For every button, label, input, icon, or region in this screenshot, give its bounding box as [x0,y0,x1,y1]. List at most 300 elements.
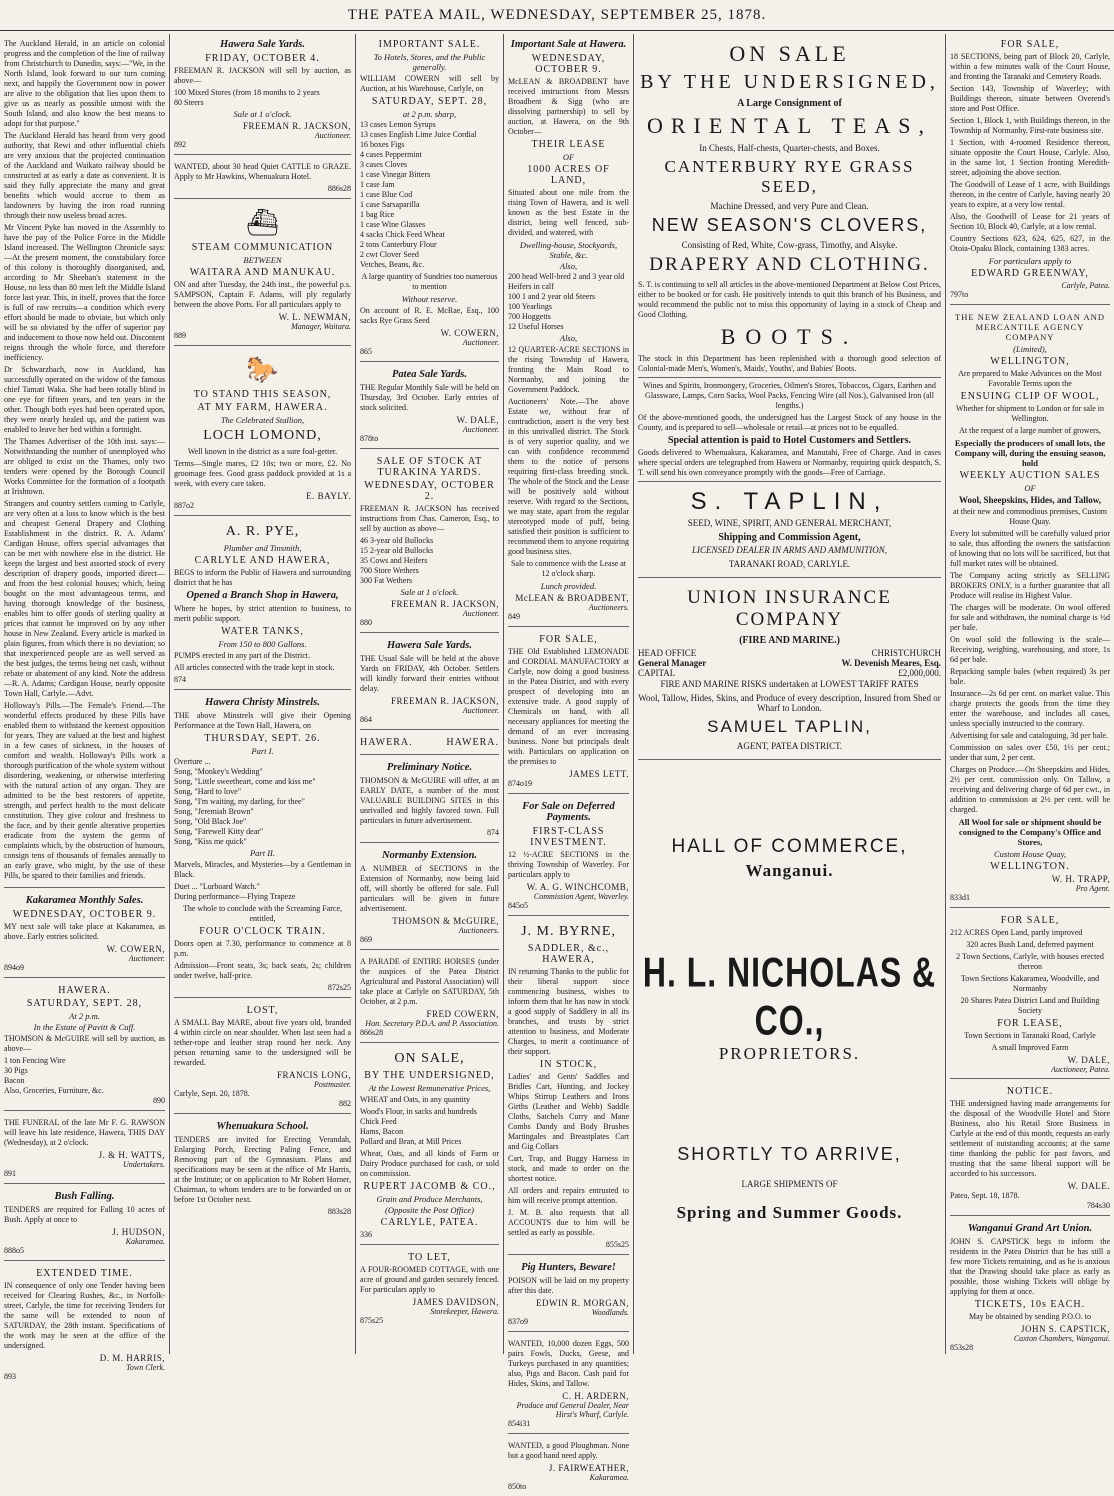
ad-trade: SADDLER, &c., HAWERA, [527,943,610,965]
ad-signature-role: Auctioneer. [462,338,499,347]
ad-to-let [360,1247,499,1330]
ad-p2: Section 143, Township of Waverley; with Buildings thereon, situate between Overend's store and Post Office. [950,84,1110,113]
ad-hawera-auction [4,980,165,1111]
ad-body: TENDERS are invited for Erecting Verandah, Enlarging Porch, Erecting Paling Fence, and Removing part of the Gymnasium. Plans and specifications may be seen at the office of Mr Harris, at the Institute; or on application to Mr Robert Horner, Chairman, to whom tenders are to be forwarded on or before 1st October next. [174,1135,351,1204]
list-item: 13 cases Lemon Syrups [360,120,436,129]
news-paragraph: Holloway's Pills.—The Female's Friend.—The wonderful effects produced by these Pills have enabled them to withstand the keenest opposition for years. They are valued at the best and highest in a few cases of sickness, in the houses of comfort and wealth. Holloway's Pills work a thorough purification of the whole system without disordering, weakening, or otherwise interfering with the natural action of any organ. They are admitted to be the best restorers of appetite, strength, and perfect health to the most delicate constitution. They give colour and freshness to the face, and by their gentle alterative properties eradicate from the system the germs of complaints which, by the obstruction of humours, consign tens of thousands of females annually to an early grave, who might, by the use of these Pills, be spared to their families and friends. [4,701,165,880]
ad-title: Kakaramea Monthly Sales. [25,895,144,906]
ad-date: SATURDAY, SEPT. 28, [26,998,143,1009]
ad-body: JOHN S. CAPSTICK begs to inform the residents in the Patea District that he has still a few more Tickets remaining, and as he is anxious that the Drawing should take place as early as possible, those wishing Tickets will oblige by applying for them at once. [950,1237,1110,1296]
program-item: Song, "Jeremiah Brown" [174,807,254,816]
ad-signature-role: Auctioneers. [588,603,629,612]
ad-b3: 2 Town Sections, Carlyle, with houses erected thereon [956,952,1104,971]
ad-ref: 849 [508,612,520,621]
union-wool: Wool, Tallow, Hides, Skins, and Produce of every description, Insured from Shed or Wharf to London. [638,693,941,713]
ad-wellington: WELLINGTON. [990,861,1070,872]
ad-delivered: Goods delivered to Whenuakura, Kakaramea, and Manutahi, Free of Charge. And in cases where special orders are telegraphed from Hawera or Normanby, requiring quick despatch, S. T. will send his own conveyance promptly with the goods—Free of Carriage. [638,448,941,477]
list-item: 300 Fat Wethers [360,576,413,585]
ad-body: THE Usual Sale will be held at the above Yards on FRIDAY, 4th October. Settlers will kindly forward their entries without delay. [360,654,499,693]
news-paragraph: Mr Vincent Pyke has moved in the Assembly to have the pay of the Police Force in the Middle Island increased. The Wellington Chronicle says:—At the present moment, the constabulary force of this colony is thoroughly disorganised, and, according to Mr Sheehan's statement in the House, no less than 80 men left the Middle Island force last year. This, in itself, proves that the force is full of raw recruits—a condition which every effort should be made to obviate, but which only will be so obviated by the offer of superior pay and inducement to those now held out. Discontent reigns through the whole force, and therefore inefficiency. [4,223,165,362]
ad-premises: at their new and commodious premises, Custom House Quay. [953,507,1107,526]
capital-value: £2,000,000. [898,668,941,678]
list-item: 700 Hoggetts [508,312,551,321]
ad-title: Hawera Sale Yards. [387,640,472,651]
ad-signature: J. HUDSON, [112,1227,165,1237]
ad-signature: W. DALE, [456,415,499,425]
ad-p3: Section 1, Block 1, with Buildings thereon, in the Township of Normanby. First-rate business site. [950,116,1110,135]
ad-signature-role: Pro Agent. [1075,884,1110,893]
ad-byrne-saddler [508,918,629,1255]
news-paragraph: Strangers and country settlers coming to Carlyle, are very often at a loss to know which is the best and cheapest General Drapery and Clothing Establishment in the district. R. A. Adams' Cardigan House, offers special advantages that can be met with nowhere else in the district. He keeps the largest and best assorted stock of every description of drapery goods, imported direct—and from the best colonial houses; which, being bought on the most advantageous terms, and having thorough knowledge of the business, enables him to offer goods of sterling quality at prices that cannot be improved on by any other house in New Zealand. Every article is marked in plain figures, from which there is no deviation; so that inexperienced people are as well served as the best judges, the terms being net cash, without rebate or abatement of any kind. Note the address—R. A. Adams; Cardigan House, nearly opposite Town Hall, Carlyle.—Advt. [4,499,165,698]
ad-title: IMPORTANT SALE. [378,39,481,50]
ad-terms: Terms—Single mares, £2 10s; two or more, £2. No groomage fees. Good grass paddock provided at 1s a week, with every care taken. [174,459,351,488]
ad-body: IN consequence of only one Tender having been received for Clearing Rushes, &c., in Norfolk-street, Carlyle, the time for receiving Tenders for the same will be extended to noon of SATURDAY, the 28th instant. Specifications of the work may be seen at the office of the undersigned. [4,1281,165,1350]
ad-signature-role: Undertakers. [123,1160,165,1169]
ad-title: TO LET, [408,1252,451,1263]
ad-time: Sale at 1 o'clock. [400,587,459,597]
ad-ref: 869 [360,935,372,944]
ad-signature: FRANCIS LONG, [276,1070,351,1080]
ad-signature: W. H. TRAPP, [1051,874,1110,884]
ad-turakina-stock [360,451,499,633]
ad-place: CARLYLE, PATEA. [380,1217,479,1228]
ad-ref: 784s30 [1086,1201,1110,1210]
ad-signature: EDWIN R. MORGAN, [536,1298,629,1308]
ad-duet: Duet ... "Lurboard Watch." [174,882,260,891]
ad-ref: 855s25 [605,1240,629,1249]
ad-acres: 1000 ACRES OF LAND, [527,164,610,186]
ad-ref: 833d1 [950,893,970,902]
ad-body: Are prepared to Make Advances on the Most Favorable Terms upon the [958,369,1102,388]
ad-time: Sale at 1 o'clock. [233,109,292,119]
ad-signature: W. COWERN, [440,328,499,338]
list-item: 100 1 and 2 year old Steers [508,292,596,301]
ad-clip: ENSUING CLIP OF WOOL, [960,391,1100,402]
ad-body: POISON will be laid on my property after this date. [508,1276,629,1295]
ad-body: A NUMBER of SECTIONS in the Extension of Normanby, now being laid off, will shortly be offered for sale. Full particulars will be given in future advertisement. [360,864,499,913]
news-paragraph: The Auckland Herald has heard from very good authority, that Rewi and other influential chiefs are very anxious that the projected continuation of the Auckland and Waikato railway should be constructed at as early a date as convenient. It is said they fully appreciate the many and great benefits which would accrue to them as landowners by having the iron road running through their now useless broad acres. [4,131,165,220]
ad-repacking: Repacking sample bales (when required) 3s per bale. [950,667,1110,686]
ad-hawera-header [360,732,499,755]
program-item: Song, "Hard to love" [174,787,241,796]
ad-ref: 797to [950,290,969,299]
ad-ref: 865 [360,347,372,356]
part-heading: Part I. [251,746,274,756]
column-1 [0,34,170,1381]
ad-especially: Especially the producers of small lots, the Company will, during the ensuing season, hold [954,438,1106,468]
ad-ref: 883s28 [327,1207,351,1216]
union-capital-row [638,668,941,678]
ad-body: MY next sale will take place at Kakaramea, as above. Early entries solicited. [4,922,165,941]
ad-time: At 2 p.m. [69,1011,100,1021]
ad-title: SALE OF STOCK AT TURAKINA YARDS. [376,456,483,478]
lease-title: FOR LEASE, [997,1018,1063,1029]
ad-consign: A Large Consignment of [737,98,842,109]
ad-teas-note: In Chests, Half-chests, Quarter-chests, and Boxes. [699,143,880,153]
ad-body: THE above Minstrels will give their Opening Performance at the Town Hall, Hawera, on [174,711,351,730]
union-sub: (FIRE AND MARINE.) [739,635,840,646]
ad-known: Well known in the district as a sure foal-getter. [187,447,338,456]
ad-first: FIRST-CLASS INVESTMENT. [530,826,607,848]
program-item: Song, "I'm waiting, my darling, for thee" [174,797,305,806]
ad-body: A PARADE of ENTIRE HORSES (under the auspices of the Patea District Agricultural and Pastoral Association) will take place at Carlyle on SATURDAY, 5th October, at 2 p.m. [360,957,499,1006]
ad-hawera-sale-yards-2 [360,635,499,730]
list-item: 80 Steers [174,98,204,107]
ad-signature: W. DALE, [1067,1055,1110,1065]
ad-signature-role: Postmaster. [313,1080,351,1089]
ad-on-sale-jacomb [360,1045,499,1245]
news-items [4,34,165,888]
list-item: 13 cases English Lime Juice Cordial [360,130,477,139]
ad-conclude: The whole to conclude with the Screaming Farce, entitled, [182,904,343,923]
ad-signature-role: Grain and Produce Merchants, [376,1194,483,1204]
ad-place: Carlyle, Sept. 20, 1878. [174,1089,250,1098]
ad-preliminary-notice [360,757,499,843]
list-item: 4 cases Peppermint [360,150,422,159]
ad-signature: C. H. ARDERN, [562,1391,629,1401]
list-item: 2 cwt Clover Seed [360,250,419,259]
ad-ref: 888o5 [4,1246,24,1255]
ad-body: A FOUR-ROOMED COTTAGE, with one acre of ground and garden securely fenced. For particulars apply to [360,1265,499,1294]
union-title: UNION INSURANCE COMPANY [687,587,892,630]
ad-signature-role: Auctioneer. [314,131,351,140]
ad-boots-body: The stock in this Department has been replenished with a thorough good selection of Colonial-made Men's, Women's, Maids', Youths', and Babies' Boots. [638,354,941,373]
capital-label: CAPITAL [638,668,676,678]
ad-title: J. M. BYRNE, [521,924,616,939]
head-label: HEAD OFFICE [638,648,697,658]
ad-date: WEDNESDAY, OCTOBER 9. [12,909,157,920]
ad-body: WANTED, a good Ploughman. None but a good hand need apply. [508,1441,629,1460]
ad-ref: 889 [174,331,186,340]
union-risks: FIRE AND MARINE RISKS undertaken at LOWEST TARIFF RATES [660,679,919,689]
list-item: 1 case Vinegar Bitters [360,170,431,179]
column-3 [356,34,504,1354]
lease-body: Town Sections in Taranaki Road, Carlyle [964,1031,1096,1040]
ad-of: OF [1024,483,1036,493]
ad-ref: 893 [4,1372,16,1381]
ad-title: For Sale on Deferred Payments. [522,801,615,823]
ad-marvels: Marvels, Miracles, and Mysteries—by a Gentleman in Black. [174,860,351,879]
ad-pumps: PUMPS erected in any part of the District. [174,651,310,660]
ad-sub: To Hotels, Stores, and the Public generally. [373,52,486,72]
ad-art-union [950,1218,1110,1357]
list-item: 15 2-year old Bullocks [360,546,434,555]
ad-date: SATURDAY, SEPT. 28, [371,96,488,107]
ad-opened: Opened a Branch Shop in Hawera, [186,590,339,601]
ad-signature-role: Produce and General Dealer, Near Hirst's Wharf, Carlyle. [516,1401,629,1419]
ad-teas: ORIENTAL TEAS, [646,113,932,138]
taplin-name: S. TAPLIN, [690,488,889,515]
ad-prices: At the Lowest Remunerative Prices, [368,1083,491,1093]
ad-repair: Cart, Trap, and Buggy Harness in stock, and made to order on the shortest notice. [508,1154,629,1183]
ad-ref: 878to [360,434,379,443]
ad-accounts: J. M. B. also requests that all ACCOUNTS due to him will be settled as early as possible. [508,1208,629,1237]
ad-wool: Wool, Sheepskins, Hides, and Tallow, [958,495,1102,505]
list-item: 4 sacks Chick Feed Wheat [360,230,445,239]
ad-sections: 12 QUARTER-ACRE SECTIONS in the rising Township of Hawera, fronting the Main Road to Normanby, and joining the Government Paddock. [508,345,629,394]
ad-signature: W. COWERN, [106,944,165,954]
ad-pye-plumber [174,518,351,690]
head-value: CHRISTCHURCH [871,648,941,658]
ad-title: ON SALE [729,41,850,66]
ad-limited: (Limited), [1013,344,1047,354]
list-item: Chick Feed [360,1117,397,1126]
ad-title: Wanganui Grand Art Union. [967,1223,1093,1234]
ad-produce: Charges on Produce.—On Sheepskins and Hides, 2½ per cent. commission only. On Tallow, a receiving and delivering charge of 6d per cwt., in addition to commission at 2½ per cent. will be charged. [950,765,1110,814]
ad-body: BEGS to inform the Public of Hawera and surrounding district that he has [174,568,351,587]
ad-body: THE Regular Monthly Sale will be held on Thursday, 3rd October. Early entries of stock solicited. [360,383,499,412]
ad-dwelling: Dwelling-house, Stockyards, Stable, &c. [519,240,618,260]
ad-signature-role: Auctioneer, Patea. [1051,1065,1110,1074]
ad-dale-for-sale [950,910,1110,1079]
list-item: Vetches, Beans, &c. [360,260,425,269]
list-item: 2 tons Canterbury Flour [360,240,437,249]
ad-signature-role: Caxton Chambers, Wanganui. [1013,1334,1110,1343]
ad-title: FOR SALE, [1000,915,1060,926]
ad-ref: 880 [360,618,372,627]
ad-farce: FOUR O'CLOCK TRAIN. [199,926,326,937]
ad-dale-notice [950,1081,1110,1216]
ad-signature: FREEMAN R. JACKSON, [242,121,351,131]
ad-signature-role: Storekeeper, Hawera. [430,1307,499,1316]
ad-wanted-ploughman [508,1436,629,1496]
ad-special: Special attention is paid to Hotel Customers and Settlers. [667,435,912,446]
ad-insurance: Insurance—2s 6d per cent. on market value. This charge protects the goods from the time they enter the warehouse, and includes all cases, unless specially instructed to the contrary. [950,689,1110,728]
ad-signature-role: Manager, Waitara. [291,322,351,331]
ad-body: ON and after Tuesday, the 24th inst., the powerful p.s. SAMPSON, Captain F. Adams, will ply regularly between the above Ports. For all particulars apply to [174,280,351,309]
ad-produce: Wheat, Oats, and all kinds of Farm or Dairy Produce purchased for cash, or sold on commission. [360,1149,499,1178]
ad-bush-falling [4,1186,165,1261]
program-item: Overture ... [174,757,211,766]
ad-hall-of-commerce [638,762,941,1230]
ad-p7: Country Sections 623, 624, 625, 627, in the Otoia-Opaku Block, containing 1383 acres. [950,234,1110,253]
ad-place: WELLINGTON, [990,356,1070,367]
ad-commence: Sale to commence with the Lease at 12 o'clock sharp. [510,559,627,578]
ad-of: OF [562,152,575,162]
ad-commission: Commission on sales over £50, 1½ per cent.; under that sum, 2 per cent. [950,743,1110,762]
hawera-right: HAWERA. [446,737,499,748]
gm-value: W. Devenish Meares, Esq. [841,658,941,668]
ad-farm: AT MY FARM, HAWERA. [197,402,328,413]
ad-body: WANTED, about 30 head Quiet CATTLE to GRAZE. Apply to Mr Hawkins, Whenuakura Hotel. [174,162,351,181]
ad-signature-role: Auctioneer. [462,609,499,618]
ad-signature-role: Town Clerk. [126,1363,165,1372]
ad-stock: Of the above-mentioned goods, the undersigned has the Largest Stock of any house in the County, and is prepared to sell—wholesale or retail—at prices not to be equalled. [638,413,941,432]
ad-signature: RUPERT JACOMB & CO., [363,1181,496,1192]
news-paragraph: The Auckland Herald, in an article on colonial progress and the completion of the line of railway from Christchurch to Dunedin, says:—"We, in the North Island, look forward to our turn coming next, and happily the Government now in power are alive to the obligation that lies upon them to give us as nearly as possible utmost with the South Island, and also know the best means to adopt for that purpose." [4,39,165,128]
divider [638,481,941,482]
ad-body: WHEAT and Oats, in any quantity [360,1095,471,1104]
list-item: Also, Groceries, Furniture, &c. [4,1086,104,1095]
list-item: 3 cases Cloves [360,160,408,169]
ad-title: Normanby Extension. [381,850,478,861]
ad-body: WILLIAM COWERN will sell by Auction, at his Warehouse, Carlyle, on [360,74,499,93]
ad-wines: Wines and Spirits, Ironmongery, Groceries, Oilmen's Stores, Tobaccos, Cigars, Earthen and Glassware, Lamps, Corn Sacks, Wool Packs, Fencing Wire (all Nos.), Galvanised Iron (all lengths.) [643,381,936,410]
ad-body: THOMSON & McGUIRE will offer, at an EARLY DATE, a number of the most VALUABLE BUILDING SITES in this unrivalled and highly favored town. Full particulars in future advertisement. [360,776,499,825]
ad-signature: E. BAYLY. [306,491,351,501]
ad-ref: 866s28 [360,1028,384,1037]
ad-ref: 336 [360,1230,372,1239]
ad-body: WANTED, 10,000 dozen Eggs, 500 pairs Fowls, Ducks, Geese, and Turkeys purchased in any quantities; also, Pigs and Bacon. Cash paid for Hides, Skins, and Tallow. [508,1339,629,1388]
ad-title: THE NEW ZEALAND LOAN AND MERCANTILE AGENCY COMPANY [955,312,1105,342]
ad-admission: Admission—Front seats, 3s; back seats, 2s; children under twelve, half-price. [174,961,351,980]
lease-b2: A small Improved Farm [991,1043,1069,1052]
ad-title: LOST, [246,1005,279,1016]
taplin-shipping: Shipping and Commission Agent, [718,532,861,543]
ad-p6: Also, the Goodwill of Lease for 21 years of Section 10, Block 40, Carlyle, at a low rental. [950,212,1110,231]
hall-place: Wanganui. [745,861,834,880]
ad-signature-role: Kakaramea. [589,1473,629,1482]
ad-b2: 320 acres Bush Land, deferred payment [966,940,1094,949]
ad-title: STEAM COMMUNICATION [191,242,334,253]
list-item: 35 Cows and Heifers [360,556,428,565]
ad-christy-minstrels [174,692,351,998]
ad-where: Where he hopes, by strict attention to business, to merit public support. [174,604,351,623]
ad-extended-time [4,1263,165,1386]
ad-signature: JAMES LETT. [569,769,629,779]
ad-horse-parade [360,952,499,1043]
ad-p4: 1 Section, with 4-roomed Residence thereon, situate opposite the Court House, Carlyle. Also, in the same lot, 1 Section fronting Meredith-street, adjoining the above section. [950,138,1110,177]
ad-doors: Doors open at 7.30, performance to commence at 8 p.m. [174,939,351,958]
column-4 [504,34,634,1491]
ad-ref: 854i31 [508,1419,531,1428]
ad-every: Every lot submitted will be carefully valued prior to sale, thus affording the owners the satisfaction of knowing that no lots will be sacrificed, but that full market rates will be obtained. [950,529,1110,568]
ad-clovers: NEW SEASON'S CLOVERS, [651,215,928,235]
ad-tanks-range: From 150 to 800 Gallons. [218,639,307,649]
ad-time: at 2 p.m. sharp, [402,109,457,119]
program-item: Song, "Little sweetheart, come and kiss me" [174,777,316,786]
ad-lemonade-for-sale [508,629,629,794]
ad-lost-mare [174,1000,351,1114]
ad-signature-role: Carlyle, Patea. [1061,281,1110,290]
ad-greenway-for-sale [950,34,1110,305]
ad-title: Hawera Christy Minstrels. [205,697,320,708]
ad-patea-sale-yards [360,364,499,449]
ad-place: CARLYLE AND HAWERA, [194,555,331,566]
ad-ref: 850to [508,1482,527,1491]
column-2 [170,34,356,1354]
ad-title: NOTICE. [1006,1086,1054,1097]
ad-signature: McLEAN & BROADBENT, [515,593,629,603]
ad-quay: Custom House Quay, [993,849,1066,859]
ad-signature: W. DALE. [1067,1181,1110,1191]
ad-sundries: A large quantity of Sundries too numerous to mention [361,272,498,291]
ad-opposite: (Opposite the Post Office) [385,1205,474,1215]
list-item: Pollard and Bran, at Mill Prices [360,1137,462,1146]
list-item: Wood's Flour, in sacks and hundreds [360,1107,477,1116]
list-item: 1 ton Fencing Wire [4,1056,66,1065]
ad-ref: 872s25 [327,983,351,992]
list-item: 1 case Sarsaparilla [360,200,420,209]
ad-pig-hunters [508,1257,629,1332]
ad-consigned: All Wool for sale or shipment should be consigned to the Company's Office and Stores, [958,817,1102,847]
ad-signature-role: Woodlands. [591,1308,629,1317]
ad-drapery-body: S. T. is continuing to sell all articles in the above-mentioned Department at Below Cost Prices, either to be booked or for cash. He positively intends to quit this branch of his Business, and would recommend the public not to miss this opportunity of laying in a stock of Cheap and Good Clothing. [638,280,941,319]
ad-date: Patea, Sept. 18, 1878. [950,1191,1020,1200]
ad-trade: Plumber and Tinsmith, [223,543,302,553]
list-item: 30 Pigs [4,1066,28,1075]
ad-estate: In the Estate of Pavitt & Cuff. [33,1022,136,1032]
ad-signature: EDWARD GREENWAY, [971,268,1089,279]
ad-body: 18 SECTIONS, being part of Block 20, Carlyle, within a few minutes walk of the Court House, and fronting the Taranaki and Cemetery Roads. [950,52,1110,81]
list-item: 12 Useful Horses [508,322,564,331]
ad-body: TENDERS are required for Falling 10 acres of Bush. Apply at once to [4,1205,165,1224]
taplin-licensed: LICENSED DEALER IN ARMS AND AMMUNITION, [692,545,887,555]
ad-important-hawera [508,34,629,627]
ad-date: FRIDAY, OCTOBER 4. [205,53,320,64]
program-item: Song, "Old Black Joe" [174,817,247,826]
ad-stallion [174,348,351,516]
ad-selling: The Company acting strictly as SELLING BROKERS ONLY, is a further guarantee that all Produce will realise its Highest Value. [950,571,1110,600]
ad-during: During performance—Flying Trapeze [174,892,296,901]
ad-body: THOMSON & McGUIRE will sell by auction, as above— [4,1034,165,1053]
ad-title: Whenuakura School. [216,1121,309,1132]
ad-date: WEDNESDAY, OCTOBER 2. [364,480,495,502]
ad-account: On account of R. E. McRae, Esq., 100 sacks Rye Grass Seed [360,306,499,325]
ad-signature: W. L. NEWMAN, [278,312,351,322]
ad-rye: CANTERBURY RYE GRASS SEED, [664,157,915,196]
ad-title: FOR SALE, [1000,39,1060,50]
ad-signature-role: Auctioneers. [458,926,499,935]
news-paragraph: Dr Schwarzbach, now in Auckland, has successfully operated on the widow of the famous chief Tamati Waka. She had been totally blind in one eye for fifteen years, and ten years in the other. Though both eyes had been operated upon, they were nearly healed up, and the patient was enabled to leave her bed within a fortnight. [4,365,165,434]
ad-funeral [4,1113,165,1184]
list-item: 1 case Wine Glasses [360,220,426,229]
ad-signature-role: Kakaramea. [125,1237,165,1246]
divider [638,377,941,378]
ad-between: BETWEEN [243,255,282,265]
ad-ref: 890 [153,1096,165,1105]
ad-title: A. R. PYE, [225,524,300,539]
program-item: Song, "Monkey's Wedding" [174,767,263,776]
taplin-trade: SEED, WINE, SPIRIT, AND GENERAL MERCHANT, [687,518,892,528]
ad-body: THE FUNERAL of the late Mr F. G. RAWSON will leave his late residence, Hawera, THIS DAY (Wednesday), at 2 o'clock. [4,1118,165,1147]
ad-by: BY THE UNDERSIGNED, [364,1070,495,1081]
ad-title: Hawera Sale Yards. [220,39,305,50]
ad-ref: 874 [487,828,499,837]
ad-wanted-cattle [174,157,351,199]
ad-title: Pig Hunters, Beware! [521,1262,616,1273]
hawera-left: HAWERA. [360,737,413,748]
ad-rye-note: Machine Dressed, and very Pure and Clean. [710,201,869,211]
ad-p5: The Goodwill of Lease of 1 acre, with Buildings thereon, in the centre of Carlyle, having nearly 20 years to expire, at a very low rental. [950,180,1110,209]
ad-orders: All orders and repairs entrusted to him will receive prompt attention. [508,1186,629,1205]
list-item: 1 bag Rice [360,210,395,219]
list-item: 200 head Well-bred 2 and 3 year old Heifers in calf [508,272,625,291]
ad-request: At the request of a large number of growers, [959,426,1101,435]
ad-title: FOR SALE, [539,634,598,645]
nicholas-proprietors: PROPRIETORS. [718,1044,861,1063]
ad-signature: FRED COWERN, [426,1009,499,1019]
ad-signature: THOMSON & McGUIRE, [392,916,499,926]
ad-signature-role: Commission Agent, Waverley. [533,892,629,901]
ad-b5: 20 Shares Patea District Land and Building Society [960,996,1100,1015]
ad-signature: FREEMAN R. JACKSON, [390,696,499,706]
ad-ref: 891 [4,1169,16,1178]
ad-ref: 853s28 [950,1343,974,1352]
ad-ref: 894o9 [4,963,24,972]
list-item: 1 case Blue Cod [360,190,413,199]
program-item: Song, "Kiss me quick" [174,837,247,846]
ad-body: 212 ACRES Open Land, partly improved [950,928,1083,937]
ad-tickets: TICKETS, 10s EACH. [974,1299,1086,1310]
ad-sold: On wool sold the following is the scale—Receiving, weighing, warehousing, and store, 1s 6d per bale. [950,635,1110,664]
ad-union-insurance [638,580,941,760]
ad-signature-role: Auctioneer. [462,706,499,715]
ad-ref: 864 [360,715,372,724]
ad-instock: IN STOCK, [539,1059,598,1070]
ad-wanted-eggs [508,1334,629,1434]
program-item: Song, "Farewell Kitty dear" [174,827,264,836]
